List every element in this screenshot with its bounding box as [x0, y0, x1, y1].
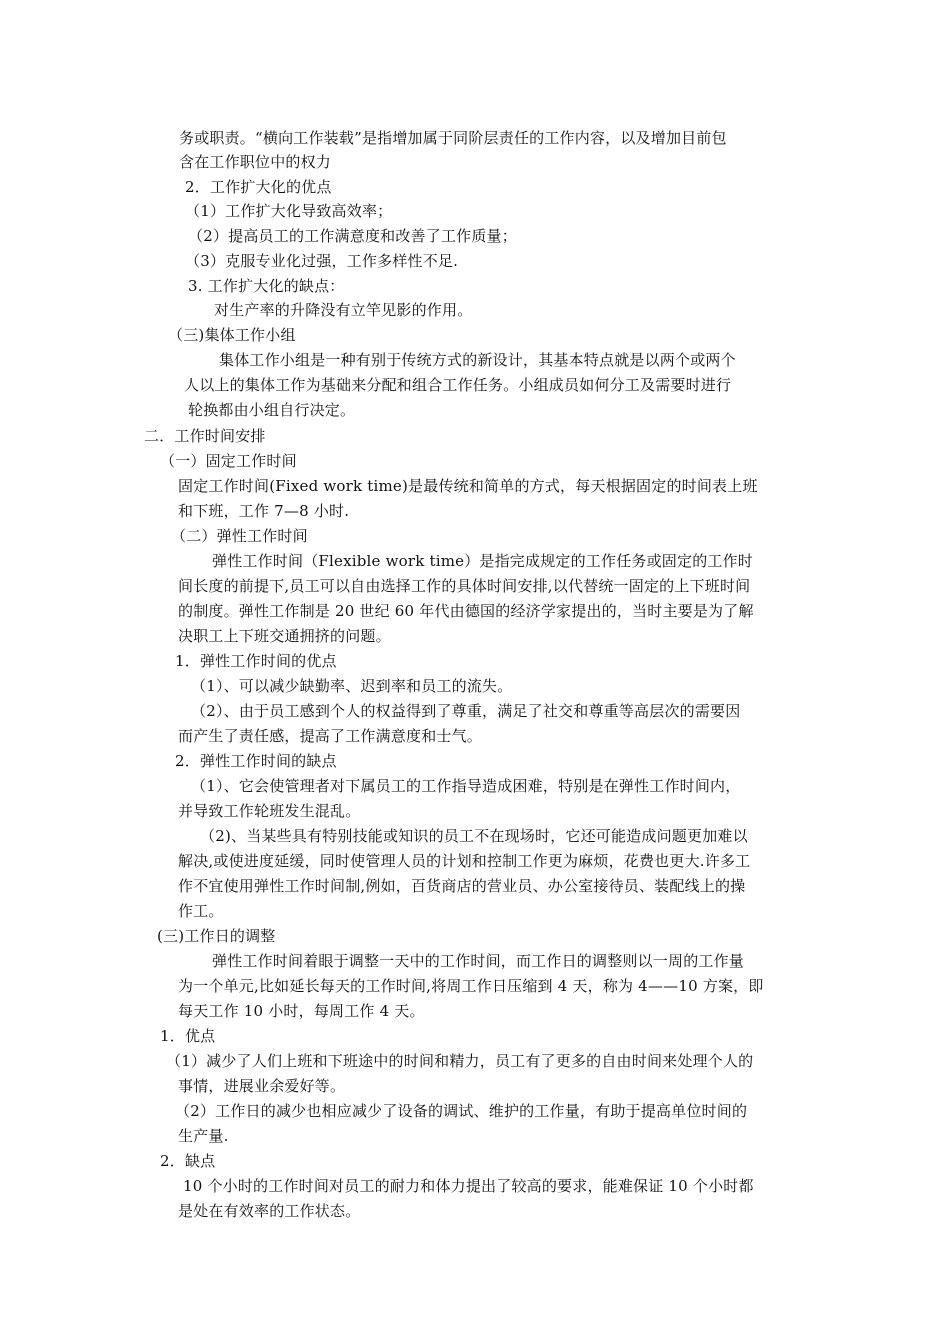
paragraph-line: 弹性工作时间（Flexible work time）是指完成规定的工作任务或固定的工作时 [212, 552, 754, 570]
list-item: （2）提高员工的工作满意度和改善了工作质量； [188, 227, 517, 245]
paragraph-line: 间长度的前提下,员工可以自由选择工作的具体时间安排,以代替统一固定的上下班时间 [178, 577, 751, 595]
section-heading: 2．缺点 [160, 1152, 216, 1170]
section-heading: 3. 工作扩大化的缺点： [188, 277, 345, 295]
section-heading: （一）固定工作时间 [160, 452, 297, 470]
section-heading: 2．工作扩大化的优点 [185, 178, 332, 196]
paragraph-line: 是处在有效率的工作状态。 [178, 1202, 361, 1220]
section-heading: （三)集体工作小组 [168, 326, 296, 344]
paragraph-line: 决职工上下班交通拥挤的问题。 [178, 627, 391, 645]
section-heading: 1．优点 [160, 1027, 216, 1045]
list-item: （1）、它会使管理者对下属员工的工作指导造成困难，特别是在弹性工作时间内， [191, 777, 741, 795]
paragraph-line: 每天工作 10 小时，每周工作 4 天。 [178, 1002, 425, 1020]
paragraph-line: 作工。 [178, 902, 224, 920]
paragraph-line: 生产量. [178, 1127, 229, 1145]
paragraph-line: 并导致工作轮班发生混乱。 [178, 802, 361, 820]
paragraph-line: 10 个小时的工作时间对员工的耐力和体力提出了较高的要求，能难保证 10 个小时都 [183, 1177, 754, 1195]
list-item: （1）工作扩大化导致高效率； [185, 202, 393, 220]
paragraph-line: 而产生了责任感，提高了工作满意度和士气。 [178, 727, 483, 745]
chapter-heading: 二．工作时间安排 [144, 427, 266, 445]
paragraph-line: 集体工作小组是一种有别于传统方式的新设计，其基本特点就是以两个或两个 [219, 351, 736, 369]
paragraph-line: 轮换都由小组自行决定。 [188, 401, 356, 419]
paragraph-line: 解决,或使进度延缓，同时使管理人员的计划和控制工作更为麻烦，花费也更大.许多工 [178, 852, 751, 870]
list-item: （2)、当某些具有特别技能或知识的员工不在现场时，它还可能造成问题更加难以 [200, 827, 748, 845]
paragraph-line: 作不宜使用弹性工作时间制,例如，百货商店的营业员、办公室接待员、装配线上的操 [178, 877, 746, 895]
paragraph-line: 务或职责。“横向工作装载”是指增加属于同阶层责任的工作内容，以及增加目前包 [179, 129, 727, 147]
section-heading: 2．弹性工作时间的缺点 [175, 752, 337, 770]
list-item: （1）减少了人们上班和下班途中的时间和精力，员工有了更多的自由时间来处理个人的 [166, 1052, 754, 1070]
paragraph-line: 和下班，工作 7—8 小时. [178, 502, 350, 520]
section-heading: (三)工作日的调整 [157, 927, 276, 945]
list-item: （3）克服专业化过强，工作多样性不足. [185, 252, 459, 270]
section-heading: 1．弹性工作时间的优点 [175, 652, 337, 670]
list-item: （2）、由于员工感到个人的权益得到了尊重，满足了社交和尊重等高层次的需要因 [191, 702, 741, 720]
list-item: （1）、可以减少缺勤率、迟到率和员工的流失。 [191, 677, 513, 695]
paragraph-line: 为一个单元,比如延长每天的工作时间,将周工作日压缩到 4 天，称为 4——10 方案，即 [178, 977, 764, 995]
paragraph-line: 含在工作职位中的权力 [179, 153, 332, 171]
paragraph-line: 人以上的集体工作为基础来分配和组合工作任务。小组成员如何分工及需要时进行 [184, 376, 732, 394]
section-heading: （二）弹性工作时间 [171, 527, 308, 545]
paragraph-line: 弹性工作时间着眼于调整一天中的工作时间，而工作日的调整则以一周的工作量 [212, 952, 745, 970]
paragraph-line: 固定工作时间(Fixed work time)是最传统和简单的方式，每天根据固定的时间表上班 [178, 477, 758, 495]
paragraph-line: 对生产率的升降没有立竿见影的作用。 [214, 301, 473, 319]
paragraph-line: 事情，进展业余爱好等。 [178, 1077, 346, 1095]
paragraph-line: 的制度。弹性工作制是 20 世纪 60 年代由德国的经济学家提出的，当时主要是为了解 [178, 602, 754, 620]
list-item: （2）工作日的减少也相应减少了设备的调试、维护的工作量，有助于提高单位时间的 [175, 1102, 748, 1120]
